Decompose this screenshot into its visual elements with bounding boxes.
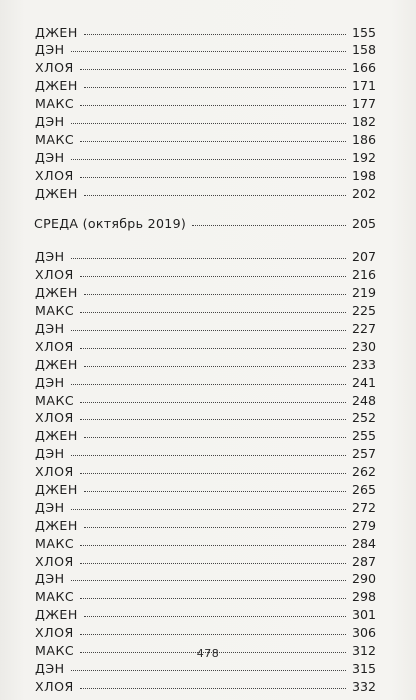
toc-entry-label: ДЖЕН [35, 481, 78, 497]
toc-entry-label: ХЛОЯ [35, 678, 74, 694]
toc-entry [34, 463, 376, 481]
toc-entry [34, 678, 376, 696]
toc-leader-dots [80, 96, 346, 109]
toc-entry [34, 185, 376, 203]
toc-entry [34, 499, 376, 517]
toc-entry [34, 267, 376, 285]
toc-entry-label: ХЛОЯ [35, 553, 74, 569]
toc-entry [34, 607, 376, 625]
toc-entry [34, 625, 376, 643]
toc-leader-dots [71, 499, 346, 512]
toc-entry-page: 192 [351, 149, 376, 165]
toc-entry-page: 198 [351, 167, 376, 183]
toc-chapter-title: СРЕДА (октябрь 2019) [34, 215, 187, 231]
toc-leader-dots [84, 185, 346, 198]
toc-leader-dots [80, 392, 346, 405]
toc-entry-page: 272 [351, 499, 376, 515]
toc-entry-page: 262 [351, 464, 376, 480]
toc-entry-label: ДЭН [35, 660, 65, 676]
toc-entry-page: 265 [351, 481, 376, 497]
toc-entry-page: 279 [351, 517, 376, 533]
toc-entry-label: ХЛОЯ [35, 464, 74, 480]
toc-leader-dots [84, 607, 346, 620]
toc-leader-dots [71, 320, 346, 333]
toc-entry [34, 660, 376, 678]
toc-leader-dots [71, 446, 346, 459]
toc-leader-dots [80, 410, 346, 423]
toc-entry [34, 24, 376, 42]
toc-entry-page: 306 [351, 625, 376, 641]
toc-entry-page: 182 [351, 114, 376, 130]
toc-entry-page: 312 [351, 642, 376, 658]
toc-leader-dots [80, 589, 346, 602]
toc-entry-page: 158 [351, 42, 376, 58]
toc-leader-dots [80, 535, 346, 548]
toc-leader-dots [84, 428, 346, 441]
toc-entry-label: ДЖЕН [35, 24, 78, 40]
toc-entry-label: ДЭН [35, 114, 65, 130]
toc-leader-dots [84, 78, 346, 91]
toc-entry [34, 60, 376, 78]
toc-entry-label: МАКС [35, 392, 75, 408]
toc-leader-dots [84, 517, 346, 530]
toc-entry-label: ДЭН [35, 42, 65, 58]
toc-leader-dots [80, 302, 346, 315]
toc-entry [34, 131, 376, 149]
toc-entry-page: 225 [351, 303, 376, 319]
toc-chapter-entry [34, 215, 376, 233]
toc-entry [34, 374, 376, 392]
toc-leader-dots [71, 571, 346, 584]
toc-entry [34, 589, 376, 607]
toc-entry-label: ДЖЕН [35, 185, 78, 201]
table-of-contents [34, 24, 376, 696]
toc-entry [34, 302, 376, 320]
toc-leader-dots [84, 24, 346, 37]
toc-entry [34, 446, 376, 464]
toc-leader-dots [71, 113, 346, 126]
toc-leader-dots [80, 338, 346, 351]
toc-leader-dots [80, 131, 346, 144]
toc-entry-page: 207 [351, 249, 376, 265]
toc-entry-label: ДЭН [35, 499, 65, 515]
toc-entry [34, 571, 376, 589]
toc-entry-page: 155 [351, 24, 376, 40]
toc-leader-dots [84, 481, 346, 494]
toc-entry-page: 202 [351, 185, 376, 201]
toc-entry-page: 332 [351, 678, 376, 694]
toc-entry [34, 338, 376, 356]
toc-leader-dots [71, 660, 346, 673]
toc-entry [34, 481, 376, 499]
toc-group-tuesday [34, 24, 376, 203]
toc-entry-page: 257 [351, 446, 376, 462]
toc-entry-label: МАКС [35, 642, 75, 658]
toc-entry-label: ДЭН [35, 374, 65, 390]
toc-entry-page: 248 [351, 392, 376, 408]
toc-leader-dots [80, 625, 346, 638]
toc-entry-label: ДЖЕН [35, 78, 78, 94]
toc-entry-page: 241 [351, 374, 376, 390]
toc-entry-label: ХЛОЯ [35, 625, 74, 641]
toc-leader-dots [84, 285, 346, 298]
toc-entry-page: 252 [351, 410, 376, 426]
toc-entry [34, 320, 376, 338]
toc-group-wednesday [34, 249, 376, 696]
toc-gap [34, 203, 376, 215]
toc-entry-page: 171 [351, 78, 376, 94]
toc-entry-label: МАКС [35, 303, 75, 319]
toc-entry [34, 285, 376, 303]
toc-entry-page: 216 [351, 267, 376, 283]
toc-entry-page: 186 [351, 131, 376, 147]
toc-entry-label: ДЖЕН [35, 607, 78, 623]
toc-leader-dots [80, 267, 346, 280]
toc-entry-label: ДЖЕН [35, 517, 78, 533]
toc-entry-page: 287 [351, 553, 376, 569]
toc-entry-label: ДЭН [35, 571, 65, 587]
toc-leader-dots [80, 678, 346, 691]
toc-entry-page: 301 [351, 607, 376, 623]
toc-entry [34, 428, 376, 446]
toc-entry-label: ДЖЕН [35, 428, 78, 444]
toc-leader-dots [192, 215, 346, 228]
toc-entry-label: ХЛОЯ [35, 410, 74, 426]
toc-entry-label: ДЖЕН [35, 356, 78, 372]
toc-leader-dots [84, 356, 346, 369]
toc-entry-label: ХЛОЯ [35, 267, 74, 283]
toc-entry [34, 517, 376, 535]
toc-leader-dots [71, 374, 346, 387]
toc-entry [34, 392, 376, 410]
toc-leader-dots [80, 463, 346, 476]
toc-chapter-page: 205 [351, 215, 376, 231]
toc-entry-page: 166 [351, 60, 376, 76]
toc-entry [34, 553, 376, 571]
toc-entry-page: 284 [351, 535, 376, 551]
toc-entry-label: МАКС [35, 131, 75, 147]
toc-entry-label: МАКС [35, 589, 75, 605]
toc-entry-label: ДЖЕН [35, 285, 78, 301]
toc-entry-label: ХЛОЯ [35, 60, 74, 76]
page-number: 478 [196, 647, 220, 660]
toc-entry [34, 78, 376, 96]
toc-entry [34, 167, 376, 185]
toc-leader-dots [80, 553, 346, 566]
toc-entry-page: 255 [351, 428, 376, 444]
toc-entry [34, 113, 376, 131]
toc-entry-label: ДЭН [35, 149, 65, 165]
toc-entry-page: 298 [351, 589, 376, 605]
toc-entry-page: 227 [351, 320, 376, 336]
toc-entry-page: 315 [351, 660, 376, 676]
toc-leader-dots [80, 167, 346, 180]
toc-entry-label: МАКС [35, 535, 75, 551]
toc-leader-dots [80, 60, 346, 73]
toc-entry-label: ХЛОЯ [35, 338, 74, 354]
toc-entry [34, 535, 376, 553]
toc-entry [34, 249, 376, 267]
toc-entry [34, 149, 376, 167]
toc-entry-page: 233 [351, 356, 376, 372]
toc-entry-label: ХЛОЯ [35, 167, 74, 183]
toc-entry-label: ДЭН [35, 320, 65, 336]
toc-entry [34, 96, 376, 114]
toc-entry-label: ДЭН [35, 249, 65, 265]
toc-entry-page: 219 [351, 285, 376, 301]
toc-entry-page: 177 [351, 96, 376, 112]
toc-entry [34, 42, 376, 60]
toc-leader-dots [71, 149, 346, 162]
toc-entry [34, 410, 376, 428]
toc-entry-page: 290 [351, 571, 376, 587]
toc-entry [34, 356, 376, 374]
toc-entry-page: 230 [351, 338, 376, 354]
toc-leader-dots [71, 42, 346, 55]
toc-gap [34, 233, 376, 249]
toc-entry-label: МАКС [35, 96, 75, 112]
toc-leader-dots [71, 249, 346, 262]
toc-entry-label: ДЭН [35, 446, 65, 462]
